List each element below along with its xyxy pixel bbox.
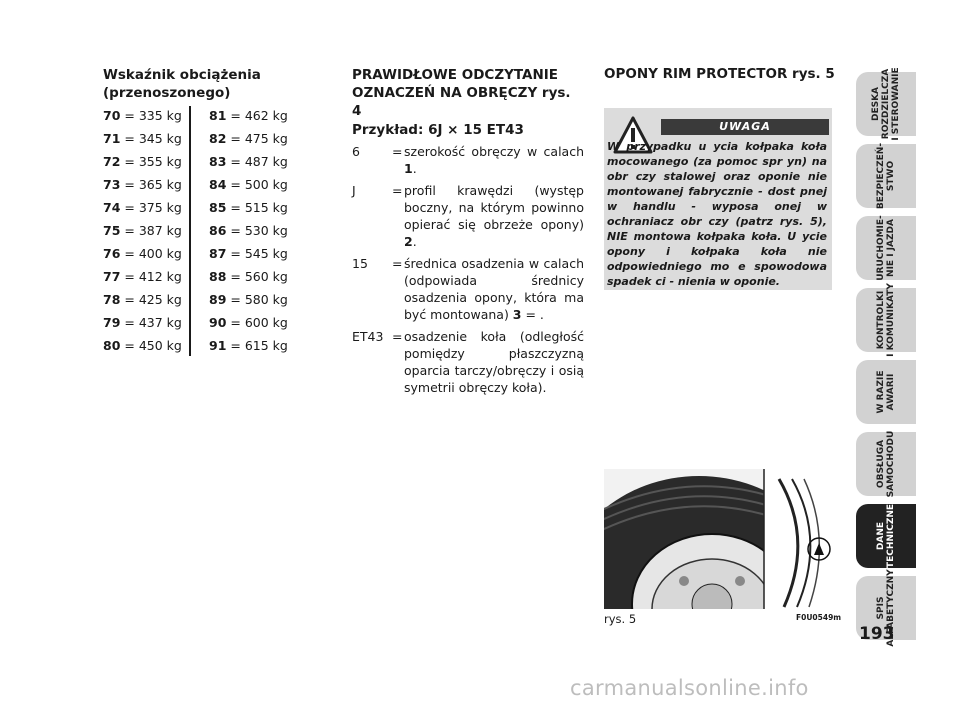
- definition-text: osadzenie koła (odległość pomiędzy płaszczyzną oparcia tarczy/obręczy i osią symetrii obręczy koła).: [404, 329, 584, 395]
- rim-definitions: [352, 143, 584, 396]
- tire-illustration: [604, 469, 832, 609]
- load-index-right: 83 = 487 kg: [209, 154, 288, 169]
- chapter-tab[interactable]: [856, 432, 916, 496]
- load-index-left: 79 = 437 kg: [103, 315, 182, 330]
- definition-key: ET43: [352, 329, 384, 344]
- rim-definition: [352, 328, 584, 396]
- definition-eq: =: [392, 256, 403, 271]
- chapter-tab[interactable]: [856, 216, 916, 280]
- definition-eq: =: [392, 183, 403, 198]
- chapter-tab-label: DESKA ROZDZIELCZA I STEROWANIE: [871, 67, 901, 141]
- chapter-tab-label: DANE TECHNICZNE: [876, 503, 896, 569]
- definition-key: 6: [352, 144, 360, 159]
- chapter-tab[interactable]: [856, 283, 916, 357]
- figure-caption: rys. 5: [604, 612, 637, 626]
- load-index-left: 77 = 412 kg: [103, 269, 182, 284]
- rim-definition: [352, 182, 584, 250]
- load-index-left: 70 = 335 kg: [103, 108, 182, 123]
- rim-markings-title: PRAWIDŁOWE ODCZYTANIE OZNACZEŃ NA OBRĘCZY rys. 4: [352, 67, 571, 119]
- load-index-left: 76 = 400 kg: [103, 246, 182, 261]
- definition-text: średnica osadzenia w calach (odpowiada średnicy osadzenia opony, która ma być montowana) 3 = .: [404, 256, 584, 322]
- load-index-right: 89 = 580 kg: [209, 292, 288, 307]
- load-index-left: 78 = 425 kg: [103, 292, 182, 307]
- load-index-right: 88 = 560 kg: [209, 269, 288, 284]
- load-index-right: 82 = 475 kg: [209, 131, 288, 146]
- load-index-left: 72 = 355 kg: [103, 154, 182, 169]
- load-index-right: 81 = 462 kg: [209, 108, 288, 123]
- load-index-left: 74 = 375 kg: [103, 200, 182, 215]
- chapter-tab[interactable]: [856, 67, 916, 141]
- chapter-tab[interactable]: [856, 144, 916, 208]
- load-index-right: 91 = 615 kg: [209, 338, 288, 353]
- load-index-left: 71 = 345 kg: [103, 131, 182, 146]
- load-index-left: 80 = 450 kg: [103, 338, 182, 353]
- definition-eq: =: [392, 329, 403, 344]
- definition-key: J: [352, 183, 356, 198]
- figure-code: F0U0549m: [796, 613, 842, 622]
- chapter-tab-label: W RAZIE AWARII: [876, 370, 896, 414]
- watermark: carmanualsonline.info: [570, 676, 809, 700]
- load-index-right: 84 = 500 kg: [209, 177, 288, 192]
- warning-text: W przypadku u ycia kołpaka koła mocowanego (za pomoc spr yn) na obr czy stalowej oraz oponie nie montowanej fabrycznie - dost pnej w handlu - wyposa onej w ochraniacz obr czy (patrz rys. 5), NIE montowa kołpaka koła. U ycie opony i kołpaka koła nie odpowiedniego mo e spowodowa spadek ci - nienia w oponie.: [607, 140, 827, 288]
- rim-definition: [352, 143, 584, 177]
- warning-label: UWAGA: [661, 119, 829, 135]
- page-number: 193: [859, 624, 895, 644]
- definition-text: szerokość obręczy w calach 1.: [404, 144, 584, 176]
- chapter-tab-label: OBSŁUGA SAMOCHODU: [876, 430, 896, 498]
- chapter-tab-label: URUCHOMIE- NIE I JAZDA: [876, 215, 896, 281]
- definition-key: 15: [352, 256, 368, 271]
- load-index-right: 87 = 545 kg: [209, 246, 288, 261]
- definition-eq: =: [392, 144, 403, 159]
- rim-markings-section: [352, 66, 584, 401]
- load-index-right: 86 = 530 kg: [209, 223, 288, 238]
- load-index-left: 73 = 365 kg: [103, 177, 182, 192]
- chapter-tab[interactable]: [856, 504, 916, 568]
- chapter-tab-label: SPIS ALFABETYCZNY: [876, 569, 896, 647]
- load-index-right: 85 = 515 kg: [209, 200, 288, 215]
- definition-text: profil krawędzi (występ boczny, na którym powinno opierać się obrzeże opony) 2.: [404, 183, 584, 249]
- load-index-right: 90 = 600 kg: [209, 315, 288, 330]
- rim-protector-title: OPONY RIM PROTECTOR rys. 5: [604, 66, 835, 82]
- chapter-tab-label: KONTROLKI I KOMUNIKATY: [876, 283, 896, 357]
- rim-example: Przykład: 6J × 15 ET43: [352, 122, 524, 138]
- load-index-left: 75 = 387 kg: [103, 223, 182, 238]
- rim-definition: [352, 255, 584, 323]
- load-index-title: Wskaźnik obciążenia (przenoszonego): [103, 67, 261, 101]
- chapter-tab-label: BEZPIECZEŃ- STWO: [876, 142, 896, 210]
- chapter-tab[interactable]: [856, 360, 916, 424]
